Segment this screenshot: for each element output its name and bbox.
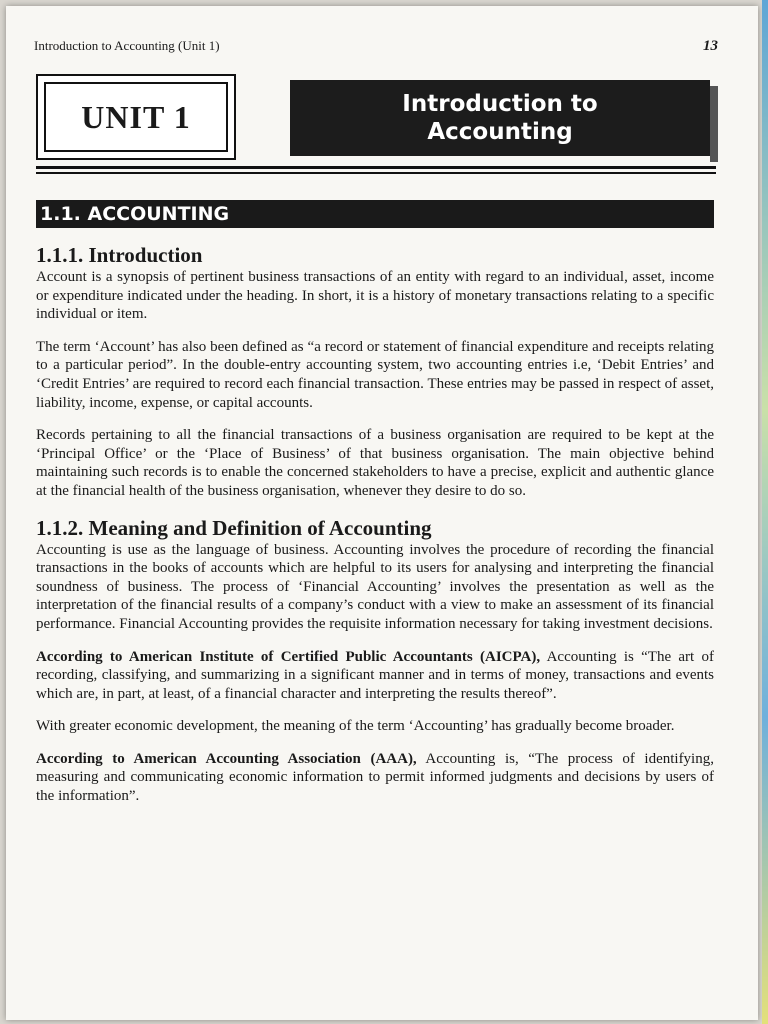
section-heading: 1.1. ACCOUNTING xyxy=(36,200,714,228)
chapter-title-line2: Accounting xyxy=(427,119,573,145)
paragraph: Account is a synopsis of pertinent business transactions of an entity with regard to an individual, asset, income or expenditure indicated under the heading. In short, it is a history of monetary transactions relating to a specific individual or item. xyxy=(36,269,714,323)
header-rule-thin xyxy=(36,172,716,174)
paragraph: The term ‘Account’ has also been defined as “a record or statement of financial expenditure and receipts relating to a particular period”. In the double-entry accounting system, two accounting entries i.e, ‘Debit Entries’ and ‘Credit Entries’ are required to record each financial transaction. These entries may be passed in respect of asset, liability, income, expense, or capital accounts. xyxy=(36,338,714,411)
chapter-title xyxy=(290,80,710,156)
subsection-heading-meaning: 1.1.2. Meaning and Definition of Accounting xyxy=(36,515,432,540)
paragraph: Accounting is use as the language of business. Accounting involves the procedure of recording the financial transactions in the books of accounts which are helpful to its users for analysing and interpreting the financial soundness of business. The process of ‘Financial Accounting’ involves the presentation as well as the interpretation of the financial results of a company’s conduct with a view to make an assessment of its financial performance. Financial Accounting provides the requisite information necessary for taking investment decisions. xyxy=(36,541,714,632)
header-rule-thick xyxy=(36,166,716,169)
paragraph: With greater economic development, the meaning of the term ‘Accounting’ has gradually become broader. xyxy=(36,718,675,735)
aaa-text: Accounting is, “The process of identifying, measuring and communicating economic information to permit informed judgments and decisions by users of the information”. xyxy=(36,750,714,805)
aicpa-lead: According to American Institute of Certified Public Accountants (AICPA), xyxy=(36,648,541,665)
aicpa-text: Accounting is “The art of recording, classifying, and summarizing in a significant manner and in terms of money, transactions and events which are, in part, at least, of a financial character and interpreting the results thereof”. xyxy=(36,648,714,702)
subsection-heading-introduction: 1.1.1. Introduction xyxy=(36,243,203,267)
paragraph: Records pertaining to all the financial transactions of a business organisation are required to be kept at the ‘Principal Office’ or the ‘Place of Business’ of that business organisation. The main objective behind maintaining such records is to enable the concerned stakeholders to have a precise, explicit and authentic glance at the financial health of the business organisation, whenever they desire to do so. xyxy=(36,427,714,499)
chapter-title-line1: Introduction to xyxy=(402,91,598,117)
aaa-definition xyxy=(36,750,714,806)
body-text xyxy=(36,242,714,806)
aicpa-definition xyxy=(36,648,714,704)
unit-label: UNIT 1 xyxy=(44,82,228,152)
page-edge xyxy=(762,0,768,1024)
unit-label-box xyxy=(36,74,236,160)
page-number: 13 xyxy=(703,38,718,54)
running-title: Introduction to Accounting (Unit 1) xyxy=(34,38,220,53)
aaa-lead: According to American Accounting Association (AAA), xyxy=(36,750,417,767)
book-page xyxy=(6,6,758,1020)
running-head xyxy=(34,38,718,55)
